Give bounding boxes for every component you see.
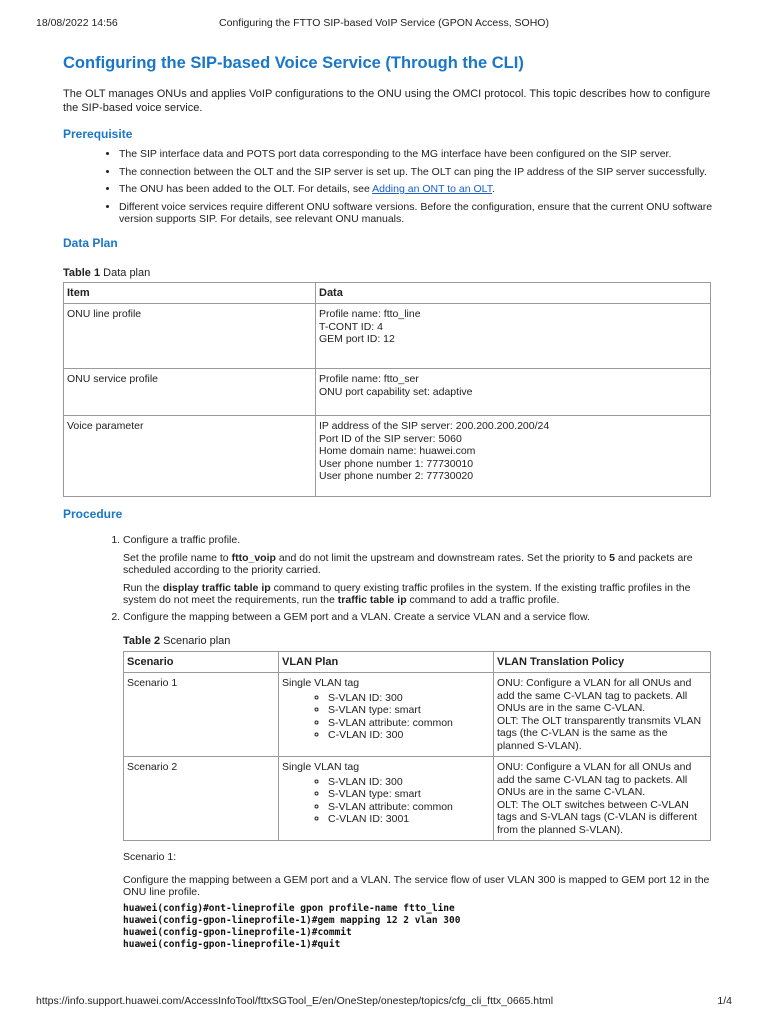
prerequisite-heading: Prerequisite xyxy=(63,127,133,141)
code-line: huawei(config-gpon-lineprofile-1)#quit xyxy=(123,938,341,950)
table-cell: ONU: Configure a VLAN for all ONUs and add the same C-VLAN tag to packets. All ONUs are in the same C-VLAN. OLT: The OLT switches between C-VLAN tags and S-VLAN tags (C-VLAN is different from the planned S-VLAN). xyxy=(494,757,711,841)
table-row xyxy=(64,369,711,416)
priority-bold: 5 xyxy=(609,551,616,564)
scenario1-label: Scenario 1: xyxy=(123,851,177,863)
code-line: huawei(config-gpon-lineprofile-1)#commit xyxy=(123,926,352,938)
data-plan-heading: Data Plan xyxy=(63,235,118,250)
list-item: ◦ S-VLAN ID: 300 xyxy=(328,692,490,705)
table-row xyxy=(124,673,711,757)
data-plan-table xyxy=(63,282,711,498)
table1-caption xyxy=(63,267,713,279)
text-run: command to add a traffic profile. xyxy=(406,594,560,606)
table-cell xyxy=(316,416,711,497)
code-line: huawei(config-gpon-lineprofile-1)#gem mapping 12 2 vlan 300 xyxy=(123,914,461,926)
cli-code-block xyxy=(123,903,713,951)
page-number: 1/4 xyxy=(717,995,732,1007)
adding-ont-link[interactable]: Adding an ONT to an OLT xyxy=(372,183,492,195)
table-cell: ONU service profile xyxy=(64,369,316,416)
table-header-cell: Item xyxy=(64,282,316,304)
step-paragraph xyxy=(123,582,713,607)
list-item: ◦ S-VLAN type: smart xyxy=(328,704,490,717)
vlan-list xyxy=(282,776,490,826)
table-row xyxy=(64,304,711,369)
command-bold: traffic table ip xyxy=(337,594,407,606)
cell-line: Profile name: ftto_ser xyxy=(319,373,419,385)
cell-line: GEM port ID: 12 xyxy=(319,333,395,345)
list-item xyxy=(119,183,713,196)
table-cell: Voice parameter xyxy=(64,416,316,497)
table-header-cell: VLAN Translation Policy xyxy=(494,651,711,673)
list-item: • The SIP interface data and POTS port data corresponding to the MG interface have been configured on the SIP server. xyxy=(119,148,713,161)
cell-line: Profile name: ftto_line xyxy=(319,308,421,320)
procedure-step xyxy=(123,611,713,951)
print-title: Configuring the FTTO SIP-based VoIP Service (GPON Access, SOHO) xyxy=(219,17,549,29)
text-run: Run the xyxy=(123,581,163,594)
table-header-cell: Scenario xyxy=(124,651,279,673)
page-title: Configuring the SIP-based Voice Service (Through the CLI) xyxy=(63,54,524,72)
procedure-step xyxy=(123,534,713,607)
list-item: ◦ S-VLAN attribute: common xyxy=(328,801,490,814)
document-body xyxy=(63,52,713,955)
cell-line: Home domain name: huawei.com xyxy=(319,445,476,457)
print-date: 18/08/2022 14:56 xyxy=(36,17,118,29)
code-line: huawei(config)#ont-lineprofile gpon profile-name ftto_line xyxy=(123,902,455,914)
cell-line: T-CONT ID: 4 xyxy=(319,320,383,333)
table2-caption xyxy=(123,635,713,648)
cell-line: ONU port capability set: adaptive xyxy=(319,385,473,398)
table-cell: ONU line profile xyxy=(64,304,316,369)
intro-paragraph: The OLT manages ONUs and applies VoIP configurations to the ONU using the OMCI protocol. This topic describes how to configure the SIP-based voice service. xyxy=(63,88,711,114)
print-footer xyxy=(36,995,732,1009)
print-header xyxy=(36,17,732,31)
caption-text: Scenario plan xyxy=(160,635,231,647)
table-header-row xyxy=(124,651,711,673)
step-paragraph xyxy=(123,552,713,577)
text-run: Set the profile name to xyxy=(123,551,232,564)
cell-line: User phone number 1: 77730010 xyxy=(319,457,474,470)
list-item: ◦ S-VLAN attribute: common xyxy=(328,717,490,730)
table-cell xyxy=(316,369,711,416)
step-title: Configure the mapping between a GEM port and a VLAN. Create a service VLAN and a service flow. xyxy=(123,610,590,623)
procedure-heading: Procedure xyxy=(63,507,123,521)
table-cell xyxy=(279,673,494,757)
text-run: and do not limit the upstream and downstream rates. Set the priority to xyxy=(275,551,610,564)
table-cell xyxy=(316,304,711,369)
command-bold: display traffic table ip xyxy=(162,581,271,594)
procedure-steps xyxy=(63,534,713,951)
table-cell: ONU: Configure a VLAN for all ONUs and add the same C-VLAN tag to packets. All ONUs are in the same C-VLAN. OLT: The OLT transparently transmits VLAN tags (the C-VLAN is the same as the planned S-VLAN). xyxy=(494,673,711,757)
cell-line: Port ID of the SIP server: 5060 xyxy=(319,432,462,445)
vlan-list xyxy=(282,692,490,742)
table-row xyxy=(124,757,711,841)
list-item: ◦ S-VLAN type: smart xyxy=(328,788,490,801)
list-item: • The connection between the OLT and the SIP server is set up. The OLT can ping the IP address of the SIP server successfully. xyxy=(119,166,713,179)
list-item: ◦ C-VLAN ID: 3001 xyxy=(328,813,490,826)
list-text: The ONU has been added to the OLT. For details, see xyxy=(119,183,373,195)
scenario1-description: Configure the mapping between a GEM port and a VLAN. The service flow of user VLAN 300 is mapped to GEM port 12 in the ONU line profile. xyxy=(123,873,710,898)
table-cell: Scenario 2 xyxy=(124,757,279,841)
scenario-plan-table xyxy=(123,651,711,842)
table-header-cell: VLAN Plan xyxy=(279,651,494,673)
caption-text: Data plan xyxy=(100,266,151,279)
list-item: ◦ S-VLAN ID: 300 xyxy=(328,776,490,789)
profile-name-bold: ftto_voip xyxy=(231,551,276,564)
cell-line: IP address of the SIP server: 200.200.200.200/24 xyxy=(319,420,550,432)
step-title: Configure a traffic profile. xyxy=(123,534,241,546)
print-url: https://info.support.huawei.com/AccessInfoTool/fttxSGTool_E/en/OneStep/onestep/topics/cfg_cli_fttx_0665.html xyxy=(36,995,554,1007)
table-row xyxy=(64,416,711,497)
table-cell: Scenario 1 xyxy=(124,673,279,757)
list-item: ◦ C-VLAN ID: 300 xyxy=(328,729,490,742)
text-run: command to query existing traffic profiles in the system. If the existing traffic profiles in the system do not meet the requirements, run the xyxy=(123,581,691,606)
cell-line: User phone number 2: 77730020 xyxy=(319,470,474,482)
vlan-plan-title: Single VLAN tag xyxy=(282,761,360,773)
caption-label: Table 1 xyxy=(63,266,101,279)
vlan-plan-title: Single VLAN tag xyxy=(282,677,360,689)
list-text: . xyxy=(491,183,495,195)
prerequisite-list xyxy=(63,148,713,226)
table-header-row xyxy=(64,282,711,304)
table-header-cell: Data xyxy=(316,282,711,304)
list-item: • Different voice services require different ONU software versions. Before the configuration, ensure that the current ONU software version supports SIP. For details, see relevant ONU manuals. xyxy=(119,201,713,226)
table-cell xyxy=(279,757,494,841)
text-run: and packets are scheduled according to the priority carried. xyxy=(123,551,693,576)
caption-label: Table 2 xyxy=(123,635,161,647)
